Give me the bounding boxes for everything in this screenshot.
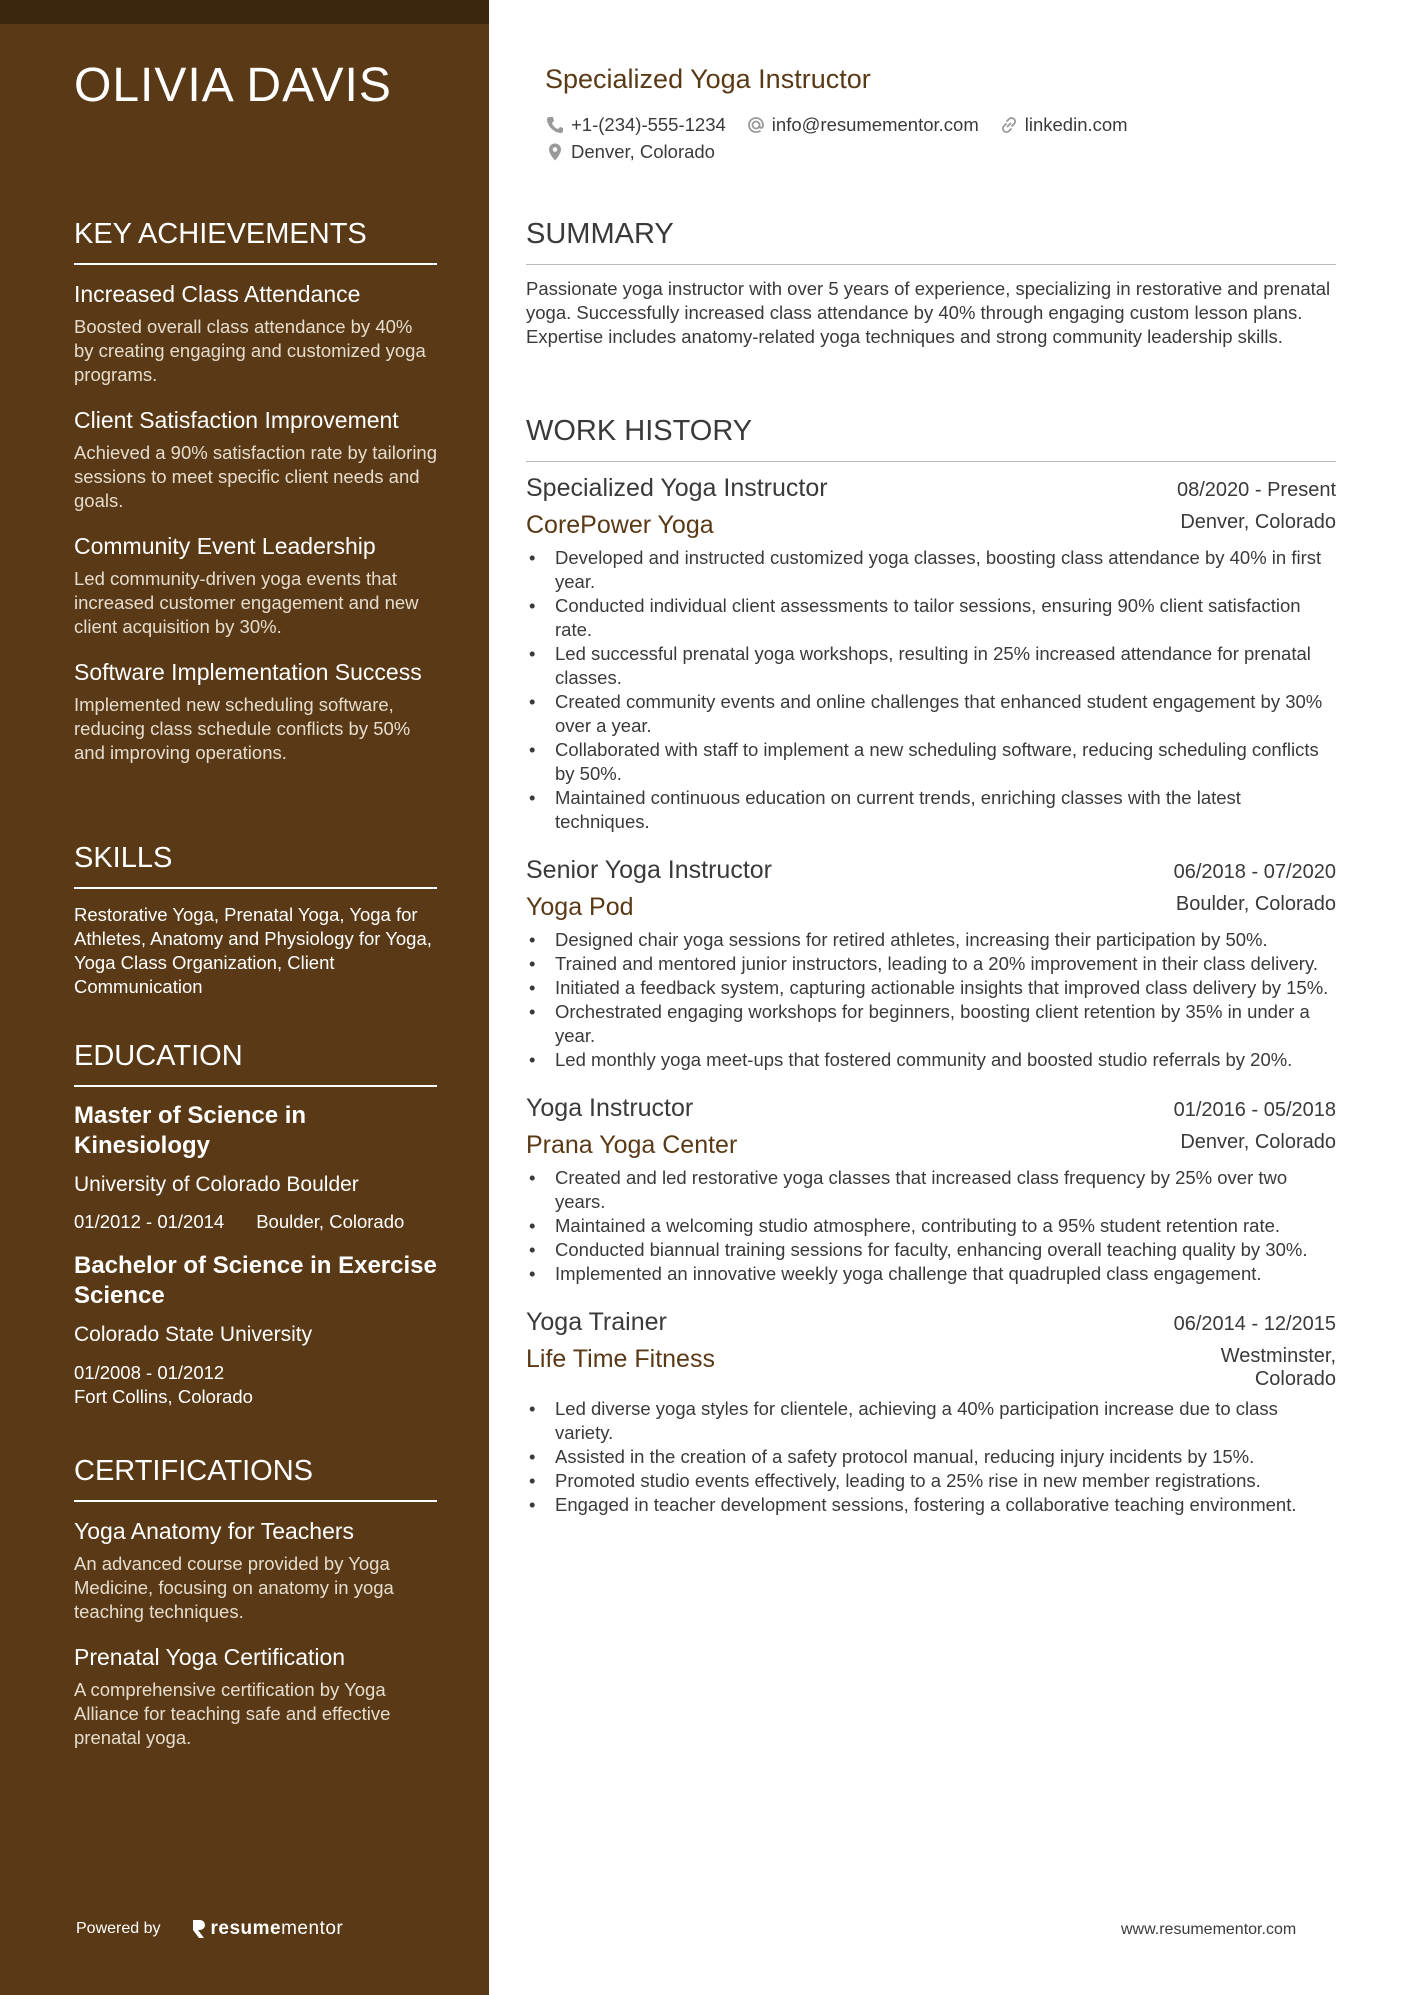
job-bullet: • Assisted in the creation of a safety protocol manual, reducing injury incidents by 15%. bbox=[526, 1445, 1336, 1469]
job-bullet: • Led successful prenatal yoga workshops, resulting in 25% increased attendance for prenatal classes. bbox=[526, 642, 1336, 690]
work-history-section bbox=[526, 415, 1336, 1517]
certification-title: Yoga Anatomy for Teachers bbox=[74, 1518, 355, 1544]
job-dates: 06/2014 - 12/2015 bbox=[1173, 1313, 1336, 1335]
job-bullet: • Maintained a welcoming studio atmosphere, contributing to a 95% student retention rate. bbox=[526, 1214, 1336, 1238]
phone-text: +1-(234)-555-1234 bbox=[571, 114, 726, 135]
job-bullet: • Maintained continuous education on current trends, enriching classes with the latest techniques. bbox=[526, 786, 1336, 834]
contact-phone[interactable] bbox=[545, 114, 726, 136]
education-section bbox=[74, 1040, 437, 1409]
job-bullet: • Led diverse yoga styles for clientele, achieving a 40% participation increase due to class variety. bbox=[526, 1397, 1336, 1445]
education-dates: 01/2012 - 01/2014 bbox=[74, 1211, 225, 1232]
education-location: Boulder, Colorado bbox=[256, 1211, 405, 1232]
summary-text: Passionate yoga instructor with over 5 years of experience, specializing in restorative and prenatal yoga. Successfully increased class attendance by 40% through engaging custom lesson plans. Expertise includes anatomy-related yoga techniques and strong community leadership skills. bbox=[526, 278, 1331, 347]
job-bullet: • Led monthly yoga meet-ups that fostered community and boosted studio referrals by 20%. bbox=[526, 1048, 1336, 1072]
achievement-title: Software Implementation Success bbox=[74, 659, 422, 685]
link-icon bbox=[999, 115, 1019, 135]
summary-section bbox=[526, 218, 1336, 349]
achievement-item bbox=[74, 531, 437, 639]
job-role: Specialized Yoga Instructor bbox=[526, 474, 828, 502]
education-school: Colorado State University bbox=[74, 1323, 313, 1346]
location-pin-icon bbox=[545, 142, 565, 162]
education-meta bbox=[74, 1361, 437, 1409]
achievements-heading: KEY ACHIEVEMENTS bbox=[74, 218, 437, 265]
job-role: Senior Yoga Instructor bbox=[526, 856, 772, 884]
job-company: Life Time Fitness bbox=[526, 1345, 715, 1373]
job-entry bbox=[526, 1308, 1336, 1517]
certification-title: Prenatal Yoga Certification bbox=[74, 1644, 346, 1670]
certifications-heading: CERTIFICATIONS bbox=[74, 1455, 437, 1502]
achievement-item bbox=[74, 405, 437, 513]
job-location: Boulder, Colorado bbox=[1175, 893, 1336, 915]
achievement-desc: Implemented new scheduling software, reducing class schedule conflicts by 50% and improving operations. bbox=[74, 694, 411, 763]
job-location: Westminster, Colorado bbox=[1220, 1345, 1336, 1390]
candidate-name: OLIVIA DAVIS bbox=[74, 59, 392, 112]
job-entry bbox=[526, 1094, 1336, 1286]
job-location: Denver, Colorado bbox=[1180, 1131, 1336, 1153]
contact-location bbox=[545, 141, 715, 163]
education-item bbox=[74, 1251, 437, 1409]
education-dates: 01/2008 - 01/2012 bbox=[74, 1362, 225, 1383]
skills-list: Restorative Yoga, Prenatal Yoga, Yoga for Athletes, Anatomy and Physiology for Yoga, Yoga Class Organization, Client Communication bbox=[74, 904, 432, 997]
resumementor-mark-icon bbox=[191, 1919, 207, 1939]
footer-website[interactable]: www.resumementor.com bbox=[1121, 1921, 1297, 1938]
job-bullet: • Collaborated with staff to implement a new scheduling software, reducing scheduling conflicts by 50%. bbox=[526, 738, 1336, 786]
phone-icon bbox=[545, 115, 565, 135]
contact-info bbox=[545, 112, 1325, 166]
achievements-section bbox=[74, 218, 437, 783]
job-bullet: • Developed and instructed customized yoga classes, boosting class attendance by 40% in first year. bbox=[526, 546, 1336, 594]
job-bullet: • Implemented an innovative weekly yoga challenge that quadrupled class engagement. bbox=[526, 1262, 1336, 1286]
education-degree: Bachelor of Science in Exercise Science bbox=[74, 1252, 437, 1309]
powered-by bbox=[76, 1918, 343, 1940]
job-bullet: • Created community events and online challenges that enhanced student engagement by 30% over a year. bbox=[526, 690, 1336, 738]
job-company: Yoga Pod bbox=[526, 893, 634, 921]
job-bullet: • Initiated a feedback system, capturing actionable insights that improved class delivery by 15%. bbox=[526, 976, 1336, 1000]
achievement-item bbox=[74, 657, 437, 765]
contact-linkedin[interactable] bbox=[999, 114, 1128, 136]
job-dates: 06/2018 - 07/2020 bbox=[1173, 861, 1336, 883]
achievement-title: Community Event Leadership bbox=[74, 533, 376, 559]
headline: Specialized Yoga Instructor bbox=[545, 64, 871, 94]
job-bullet: • Created and led restorative yoga classes that increased class frequency by 25% over two years. bbox=[526, 1166, 1336, 1214]
skills-heading: SKILLS bbox=[74, 842, 437, 889]
education-meta bbox=[74, 1211, 437, 1233]
job-bullets bbox=[526, 546, 1336, 834]
job-role: Yoga Trainer bbox=[526, 1308, 667, 1336]
job-bullet: • Designed chair yoga sessions for retired athletes, increasing their participation by 50%. bbox=[526, 928, 1336, 952]
job-location: Denver, Colorado bbox=[1180, 511, 1336, 533]
job-entry bbox=[526, 474, 1336, 834]
certification-item bbox=[74, 1642, 437, 1750]
certifications-section bbox=[74, 1455, 437, 1768]
job-bullet: • Orchestrated engaging workshops for beginners, boosting client retention by 35% in under a year. bbox=[526, 1000, 1336, 1048]
achievement-title: Increased Class Attendance bbox=[74, 281, 361, 307]
brand-bold: resume bbox=[210, 1918, 282, 1939]
linkedin-text: linkedin.com bbox=[1024, 114, 1128, 135]
resumementor-logo[interactable] bbox=[191, 1918, 344, 1940]
job-role: Yoga Instructor bbox=[526, 1094, 694, 1122]
job-dates: 01/2016 - 05/2018 bbox=[1173, 1099, 1336, 1121]
education-item bbox=[74, 1101, 437, 1233]
certification-item bbox=[74, 1516, 437, 1624]
contact-email[interactable] bbox=[746, 114, 979, 136]
job-bullets bbox=[526, 928, 1336, 1072]
job-bullet: • Conducted individual client assessments to tailor sessions, ensuring 90% client satisfaction rate. bbox=[526, 594, 1336, 642]
brand-rest: mentor bbox=[281, 1918, 344, 1939]
education-location: Fort Collins, Colorado bbox=[74, 1386, 253, 1407]
job-company: CorePower Yoga bbox=[526, 511, 714, 539]
education-school: University of Colorado Boulder bbox=[74, 1173, 359, 1196]
education-degree: Master of Science in Kinesiology bbox=[74, 1102, 307, 1159]
powered-by-label: Powered by bbox=[76, 1920, 161, 1937]
achievement-desc: Boosted overall class attendance by 40% by creating engaging and customized yoga programs. bbox=[74, 316, 426, 385]
achievement-item bbox=[74, 279, 437, 387]
summary-heading: SUMMARY bbox=[526, 218, 1336, 265]
job-bullet: • Engaged in teacher development sessions, fostering a collaborative teaching environment. bbox=[526, 1493, 1336, 1517]
location-text: Denver, Colorado bbox=[571, 141, 715, 162]
work-history-heading: WORK HISTORY bbox=[526, 415, 1336, 462]
at-sign-icon bbox=[746, 115, 766, 135]
email-text: info@resumementor.com bbox=[771, 114, 979, 135]
education-heading: EDUCATION bbox=[74, 1040, 437, 1087]
job-bullets bbox=[526, 1166, 1336, 1286]
certification-desc: An advanced course provided by Yoga Medicine, focusing on anatomy in yoga teaching techniques. bbox=[74, 1553, 394, 1622]
job-entry bbox=[526, 856, 1336, 1072]
job-company: Prana Yoga Center bbox=[526, 1131, 738, 1159]
job-bullet: • Trained and mentored junior instructors, leading to a 20% improvement in their class delivery. bbox=[526, 952, 1336, 976]
certification-desc: A comprehensive certification by Yoga Alliance for teaching safe and effective prenatal yoga. bbox=[74, 1679, 391, 1748]
achievement-title: Client Satisfaction Improvement bbox=[74, 407, 399, 433]
job-bullet: • Conducted biannual training sessions for faculty, enhancing overall teaching quality by 30%. bbox=[526, 1238, 1336, 1262]
job-dates: 08/2020 - Present bbox=[1177, 479, 1336, 501]
skills-section bbox=[74, 842, 437, 999]
sidebar-top-bar bbox=[0, 0, 489, 24]
achievement-desc: Achieved a 90% satisfaction rate by tailoring sessions to meet specific client needs and goals. bbox=[74, 442, 438, 511]
achievement-desc: Led community-driven yoga events that increased customer engagement and new client acquisition by 30%. bbox=[74, 568, 419, 637]
job-bullet: • Promoted studio events effectively, leading to a 25% rise in new member registrations. bbox=[526, 1469, 1336, 1493]
job-bullets bbox=[526, 1397, 1336, 1517]
